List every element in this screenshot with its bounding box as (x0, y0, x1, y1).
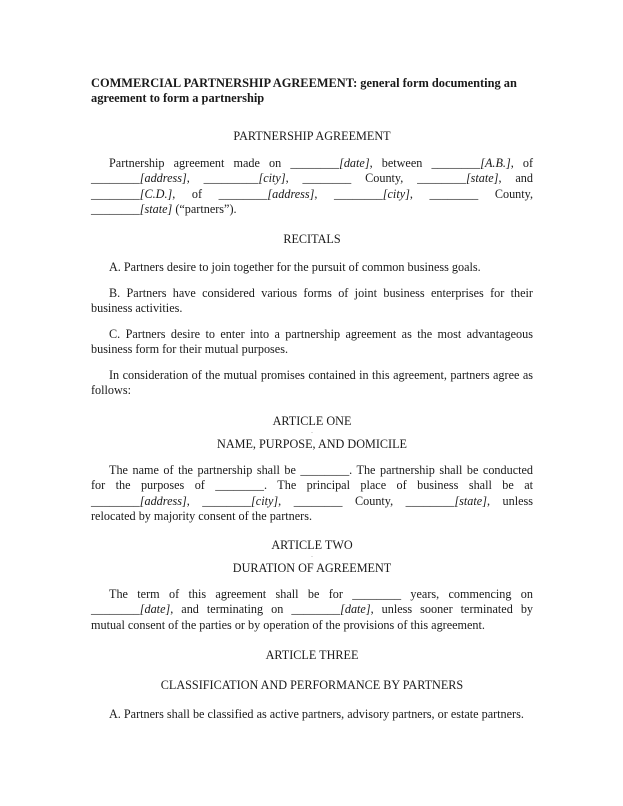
recital-b: B. Partners have considered various forms of joint business enterprises for their business activities. (91, 285, 533, 315)
intro-line-2: ________[address], _________[city], ________ County, ________[state], and (91, 171, 533, 185)
subheading-article-two: DURATION OF AGREEMENT (232, 561, 392, 575)
document-title (91, 76, 533, 106)
title-line-2: agreement to form a partnership (91, 91, 265, 105)
intro-line-1: Partnership agreement made on ________[date], between ________[A.B.], of (109, 155, 534, 170)
article-three-a: A. Partners shall be classified as active partners, advisory partners, or estate partners. (109, 707, 524, 721)
document-page (91, 76, 533, 723)
intro-paragraph (91, 156, 533, 218)
heading-recitals: RECITALS (283, 231, 341, 246)
intro-line-4: ________[state] (“partners”). (91, 202, 237, 216)
article-one-body: The name of the partnership shall be ________. The partnership shall be conducted for the purposes of ________. The principal place of business shall be at ________[address], ________[city], ________ County, ________[state], unless relocated by majority consent of the partners. (91, 462, 534, 523)
subheading-article-one: NAME, PURPOSE, AND DOMICILE (217, 437, 407, 451)
heading-article-one: ARTICLE ONE (272, 413, 352, 428)
recital-c: C. Partners desire to enter into a partnership agreement as the most advantageous business form for their mutual purposes. (91, 326, 533, 356)
recital-a: A. Partners desire to join together for the pursuit of common business goals. (109, 260, 481, 274)
subheading-article-three: CLASSIFICATION AND PERFORMANCE BY PARTNERS (160, 677, 464, 692)
heading-partnership-agreement: PARTNERSHIP AGREEMENT (233, 129, 391, 143)
dot-mark: . (311, 429, 313, 435)
title-line-1: COMMERCIAL PARTNERSHIP AGREEMENT: general form documenting an (91, 76, 517, 90)
dot-mark: . (311, 553, 313, 559)
intro-line-3: ________[C.D.], of ________[address], ________[city], ________ County, (91, 186, 534, 201)
consideration-paragraph: In consideration of the mutual promises contained in this agreement, partners agree as follows: (91, 367, 533, 397)
article-two-body: The term of this agreement shall be for ________ years, commencing on ________[date], and terminating on ________[date], unless sooner terminated by mutual consent of the parties or by operation of the provisions of this agreement. (91, 586, 534, 632)
heading-article-three: ARTICLE THREE (265, 648, 359, 662)
heading-article-two: ARTICLE TWO (271, 537, 353, 552)
